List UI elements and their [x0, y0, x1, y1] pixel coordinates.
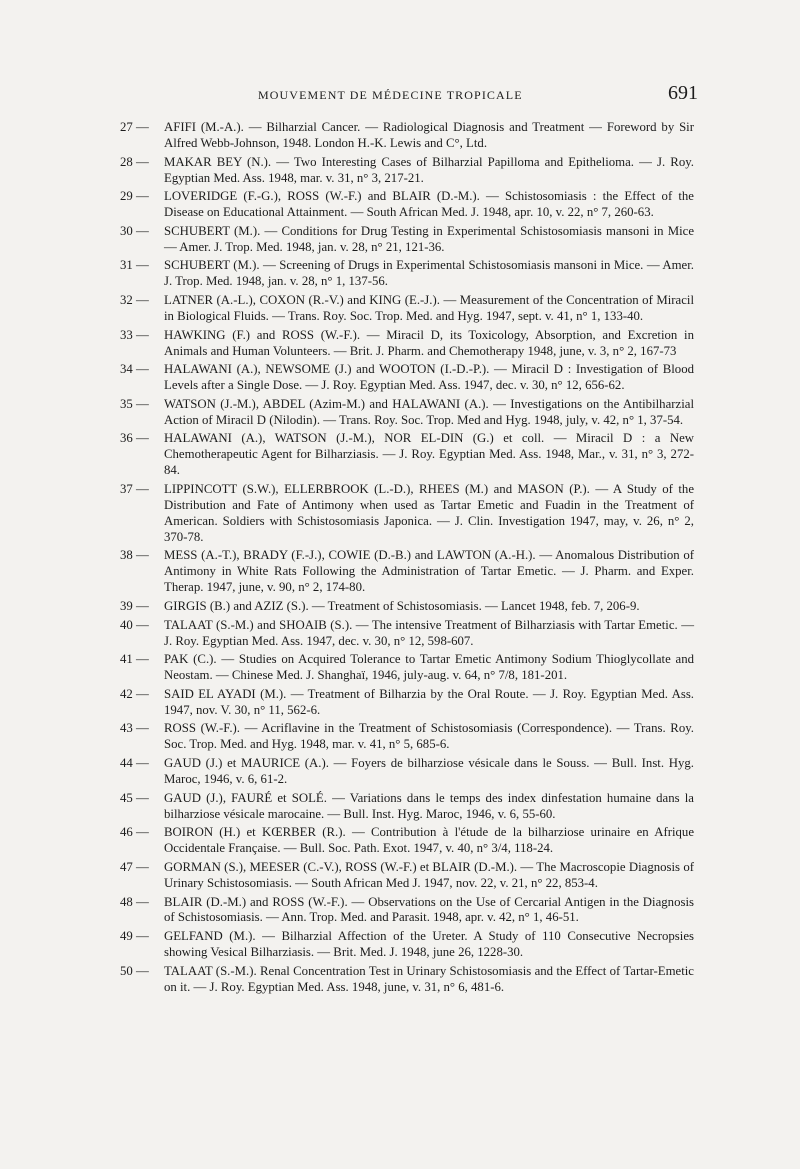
entry-text: SCHUBERT (M.). — Screening of Drugs in Experimental Schistosomiasis mansoni in Mice. — Amer. J. Trop. Med. 1948, jan. v. 28, n° 1, 137-56.	[164, 258, 694, 289]
entry-text: TALAAT (S.-M.). Renal Concentration Test in Urinary Schistosomiasis and the Effect of Tartar-Emetic on it. — J. Roy. Egyptian Med. Ass. 1948, june, v. 31, n° 6, 481-6.	[164, 963, 694, 994]
entry-number: 46 —	[120, 825, 149, 840]
bibliography-entry	[120, 120, 694, 152]
entry-number: 43 —	[120, 721, 149, 736]
running-header	[118, 82, 698, 110]
entry-text: TALAAT (S.-M.) and SHOAIB (S.). — The intensive Treatment of Bilharziasis with Tartar Emetic. — J. Roy. Egyptian Med. Ass. 1947, dec. v. 30, n° 12, 598-607.	[164, 617, 694, 648]
bibliography-entry	[120, 721, 694, 753]
entry-number: 29 —	[120, 189, 149, 204]
entry-number: 28 —	[120, 154, 149, 169]
entry-text: BLAIR (D.-M.) and ROSS (W.-F.). — Observations on the Use of Cercarial Antigen in the Diagnosis of Schistosomiasis. — Ann. Trop. Med. and Parasit. 1948, apr. v. 42, n° 1, 46-51.	[164, 894, 694, 925]
entry-text: HALAWANI (A.), NEWSOME (J.) and WOOTON (I.-D.-P.). — Miracil D : Investigation of Blood Levels after a Single Dose. — J. Roy. Egyptian Med. Ass. 1947, dec. v. 30, n° 12, 656-62.	[164, 362, 694, 393]
entry-number: 48 —	[120, 894, 149, 909]
entry-number: 40 —	[120, 617, 149, 632]
bibliography-entry	[120, 756, 694, 788]
entry-number: 31 —	[120, 258, 149, 273]
entry-number: 50 —	[120, 963, 149, 978]
bibliography-entry	[120, 791, 694, 823]
bibliography-entry	[120, 929, 694, 961]
entry-text: MESS (A.-T.), BRADY (F.-J.), COWIE (D.-B.) and LAWTON (A.-H.). — Anomalous Distribution of Antimony in White Rats Following the Administration of Tartar Emetic. — J. Pharm. and Exper. Therap. 1947, june, v. 90, n° 2, 174-80.	[164, 548, 694, 595]
entry-number: 35 —	[120, 396, 149, 411]
bibliography-list	[120, 120, 694, 998]
entry-text: AFIFI (M.-A.). — Bilharzial Cancer. — Radiological Diagnosis and Treatment — Foreword by Sir Alfred Webb-Johnson, 1948. London H.-K. Lewis and C°, Ltd.	[164, 120, 694, 150]
running-title: MOUVEMENT DE MÉDECINE TROPICALE	[258, 88, 523, 102]
bibliography-entry	[120, 155, 694, 187]
entry-text: HAWKING (F.) and ROSS (W.-F.). — Miracil D, its Toxicology, Absorption, and Excretion in Animals and Human Volunteers. — Brit. J. Pharm. and Chemotherapy 1948, june, v. 3, n° 2, 167-73	[164, 327, 694, 358]
entry-text: HALAWANI (A.), WATSON (J.-M.), NOR EL-DIN (G.) et coll. — Miracil D : a New Chemotherapeutic Agent for Bilharziasis. — J. Roy. Egyptian Med. Ass. 1948, Mar., v. 31, n° 3, 272-84.	[164, 431, 694, 478]
bibliography-entry	[120, 599, 694, 615]
entry-number: 49 —	[120, 929, 149, 944]
entry-text: LOVERIDGE (F.-G.), ROSS (W.-F.) and BLAIR (D.-M.). — Schistosomiasis : the Effect of the Disease on Educational Attainment. — South African Med. J. 1948, apr. 10, v. 22, n° 7, 260-63.	[164, 189, 694, 220]
bibliography-entry	[120, 687, 694, 719]
entry-number: 37 —	[120, 482, 149, 496]
entry-number: 30 —	[120, 223, 149, 238]
entry-text: GELFAND (M.). — Bilharzial Affection of the Ureter. A Study of 110 Consecutive Necropsies showing Vesical Bilharziasis. — Brit. Med. J. 1948, june 26, 1228-30.	[164, 929, 694, 960]
entry-text: LIPPINCOTT (S.W.), ELLERBROOK (L.-D.), RHEES (M.) and MASON (P.). — A Study of the Distribution and Fate of Antimony when used as Tartar Emetic and Fuadin in the Treatment of American. Soldiers with Schistosomiasis Japonica. — J. Clin. Investigation 1947, may, v. 26, n° 2, 370-78.	[164, 482, 694, 544]
entry-number: 36 —	[120, 431, 149, 446]
bibliography-entry	[120, 328, 694, 360]
entry-number: 44 —	[120, 756, 149, 771]
bibliography-entry	[120, 482, 694, 546]
bibliography-entry	[120, 362, 694, 394]
entry-number: 45 —	[120, 790, 149, 805]
bibliography-entry	[120, 293, 694, 325]
entry-number: 33 —	[120, 327, 149, 342]
entry-number: 41 —	[120, 652, 149, 667]
bibliography-entry	[120, 895, 694, 927]
entry-text: GAUD (J.), FAURÉ et SOLÉ. — Variations dans le temps des index dinfestation humaine dans la bilharziose vésicale marocaine. — Bull. Inst. Hyg. Maroc, 1946, v. 6, 55-60.	[164, 790, 694, 821]
entry-number: 27 —	[120, 120, 149, 134]
bibliography-entry	[120, 825, 694, 857]
bibliography-entry	[120, 964, 694, 996]
bibliography-entry	[120, 258, 694, 290]
entry-text: GIRGIS (B.) and AZIZ (S.). — Treatment of Schistosomiasis. — Lancet 1948, feb. 7, 206-9.	[164, 598, 640, 613]
entry-text: ROSS (W.-F.). — Acriflavine in the Treatment of Schistosomiasis (Correspondence). — Trans. Roy. Soc. Trop. Med. and Hyg. 1948, mar. v. 41, n° 5, 685-6.	[164, 721, 694, 752]
bibliography-entry	[120, 189, 694, 221]
bibliography-entry	[120, 431, 694, 479]
entry-number: 38 —	[120, 548, 149, 563]
bibliography-entry	[120, 548, 694, 596]
bibliography-entry	[120, 397, 694, 429]
entry-text: PAK (C.). — Studies on Acquired Tolerance to Tartar Emetic Antimony Sodium Thioglycollate and Neostam. — Chinese Med. J. Shanghaï, 1946, july-aug. v. 64, n° 7/8, 181-201.	[164, 652, 694, 683]
entry-text: GAUD (J.) et MAURICE (A.). — Foyers de bilharziose vésicale dans le Souss. — Bull. Inst. Hyg. Maroc, 1946, v. 6, 61-2.	[164, 756, 694, 786]
entry-text: GORMAN (S.), MEESER (C.-V.), ROSS (W.-F.) et BLAIR (D.-M.). — The Macroscopie Diagnosis of Urinary Schistosomiasis. — South African Med J. 1947, nov. 22, v. 21, n° 22, 853-4.	[164, 859, 694, 890]
entry-number: 42 —	[120, 686, 149, 701]
entry-text: WATSON (J.-M.), ABDEL (Azim-M.) and HALAWANI (A.). — Investigations on the Antibilharzial Action of Miracil D (Nilodin). — Trans. Roy. Soc. Trop. Med and Hyg. 1948, july, v. 42, n° 1, 37-54.	[164, 396, 694, 427]
entry-text: LATNER (A.-L.), COXON (R.-V.) and KING (E.-J.). — Measurement of the Concentration of Miracil in Biological Fluids. — Trans. Roy. Soc. Trop. Med. and Hyg. 1947, sept. v. 41, n° 1, 133-40.	[164, 293, 694, 323]
bibliography-entry	[120, 860, 694, 892]
entry-number: 32 —	[120, 293, 149, 308]
entry-text: MAKAR BEY (N.). — Two Interesting Cases of Bilharzial Papilloma and Epithelioma. — J. Roy. Egyptian Med. Ass. 1948, mar. v. 31, n° 3, 217-21.	[164, 154, 694, 185]
entry-number: 34 —	[120, 362, 149, 377]
bibliography-entry	[120, 224, 694, 256]
entry-number: 39 —	[120, 598, 149, 613]
bibliography-entry	[120, 652, 694, 684]
page-number: 691	[668, 82, 698, 104]
entry-text: SAID EL AYADI (M.). — Treatment of Bilharzia by the Oral Route. — J. Roy. Egyptian Med. Ass. 1947, nov. V. 30, n° 11, 562-6.	[164, 686, 694, 717]
entry-text: SCHUBERT (M.). — Conditions for Drug Testing in Experimental Schistosomiasis mansoni in Mice — Amer. J. Trop. Med. 1948, jan. v. 28, n° 21, 121-36.	[164, 223, 694, 254]
bibliography-entry	[120, 618, 694, 650]
entry-number: 47 —	[120, 859, 149, 874]
entry-text: BOIRON (H.) et KŒRBER (R.). — Contribution à l'étude de la bilharziose urinaire en Afrique Occidentale Française. — Bull. Soc. Path. Exot. 1947, v. 40, n° 3/4, 118-24.	[164, 825, 694, 856]
